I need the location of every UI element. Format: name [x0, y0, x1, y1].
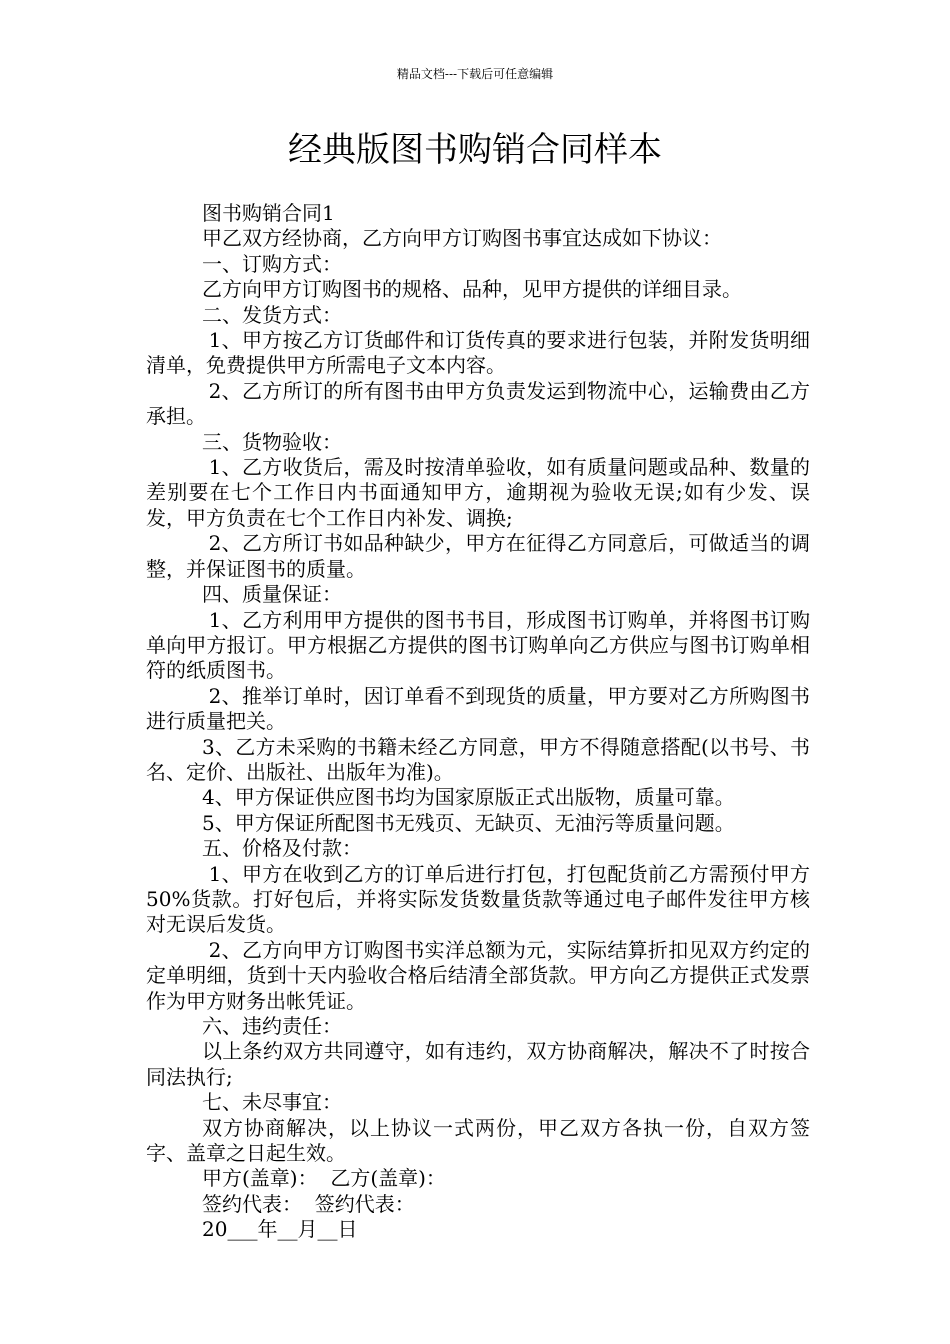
paragraph: 4、甲方保证供应图书均为国家原版正式出版物，质量可靠。	[202, 785, 735, 810]
paragraph: 1、甲方在收到乙方的订单后进行打包，打包配货前乙方需预付甲方50%货款。打好包后，并将实际发货数量货款等通过电子邮件发往甲方核对无误后发货。	[146, 861, 810, 937]
paragraph: 五、价格及付款：	[202, 836, 362, 861]
paragraph: 5、甲方保证所配图书无残页、无缺页、无油污等质量问题。	[202, 810, 735, 835]
paragraph: 2、推举订单时，因订单看不到现货的质量，甲方要对乙方所购图书进行质量把关。	[146, 683, 810, 734]
paragraph: 3、乙方未采购的书籍未经乙方同意，甲方不得随意搭配(以书号、书名、定价、出版社、出版年为准)。	[146, 734, 810, 784]
document-title: 经典版图书购销合同样本	[288, 130, 662, 170]
paragraph: 甲乙双方经协商，乙方向甲方订购图书事宜达成如下协议：	[202, 226, 722, 251]
paragraph: 以上条约双方共同遵守，如有违约，双方协商解决，解决不了时按合同法执行;	[146, 1039, 810, 1089]
paragraph: 签约代表： 签约代表：	[202, 1191, 415, 1216]
paragraph: 2、乙方向甲方订购图书实洋总额为元，实际结算折扣见双方约定的定单明细，货到十天内验收合格后结清全部货款。甲方向乙方提供正式发票作为甲方财务出帐凭证。	[146, 937, 810, 1013]
paragraph: 七、未尽事宜：	[202, 1090, 342, 1115]
paragraph: 20___年__月__日	[202, 1217, 358, 1242]
paragraph: 乙方向甲方订购图书的规格、品种，见甲方提供的详细目录。	[202, 277, 742, 302]
paragraph: 1、乙方利用甲方提供的图书书目，形成图书订购单，并将图书订购单向甲方报订。甲方根据乙方提供的图书订购单向乙方供应与图书订购单相符的纸质图书。	[146, 607, 810, 683]
contract-body	[146, 201, 810, 1243]
header-note: 精品文档---下载后可任意编辑	[396, 67, 554, 81]
paragraph: 双方协商解决，以上协议一式两份，甲乙双方各执一份，自双方签字、盖章之日起生效。	[146, 1115, 810, 1166]
paragraph: 1、乙方收货后，需及时按清单验收，如有质量问题或品种、数量的差别要在七个工作日内书面通知甲方，逾期视为验收无误;如有少发、误发，甲方负责在七个工作日内补发、调换;	[146, 455, 810, 530]
paragraph: 一、订购方式：	[202, 251, 342, 276]
paragraph: 三、货物验收：	[202, 429, 342, 454]
paragraph: 甲方(盖章)： 乙方(盖章)：	[202, 1166, 446, 1191]
paragraph: 六、违约责任：	[202, 1014, 342, 1038]
paragraph: 二、发货方式：	[202, 302, 342, 327]
paragraph: 图书购销合同1	[202, 201, 335, 225]
paragraph: 2、乙方所订的所有图书由甲方负责发运到物流中心，运输费由乙方承担。	[146, 378, 810, 429]
paragraph: 四、质量保证：	[202, 582, 342, 607]
paragraph: 2、乙方所订书如品种缺少，甲方在征得乙方同意后，可做适当的调整，并保证图书的质量。	[146, 531, 810, 581]
paragraph: 1、甲方按乙方订货邮件和订货传真的要求进行包装，并附发货明细清单，免费提供甲方所需电子文本内容。	[146, 328, 810, 378]
